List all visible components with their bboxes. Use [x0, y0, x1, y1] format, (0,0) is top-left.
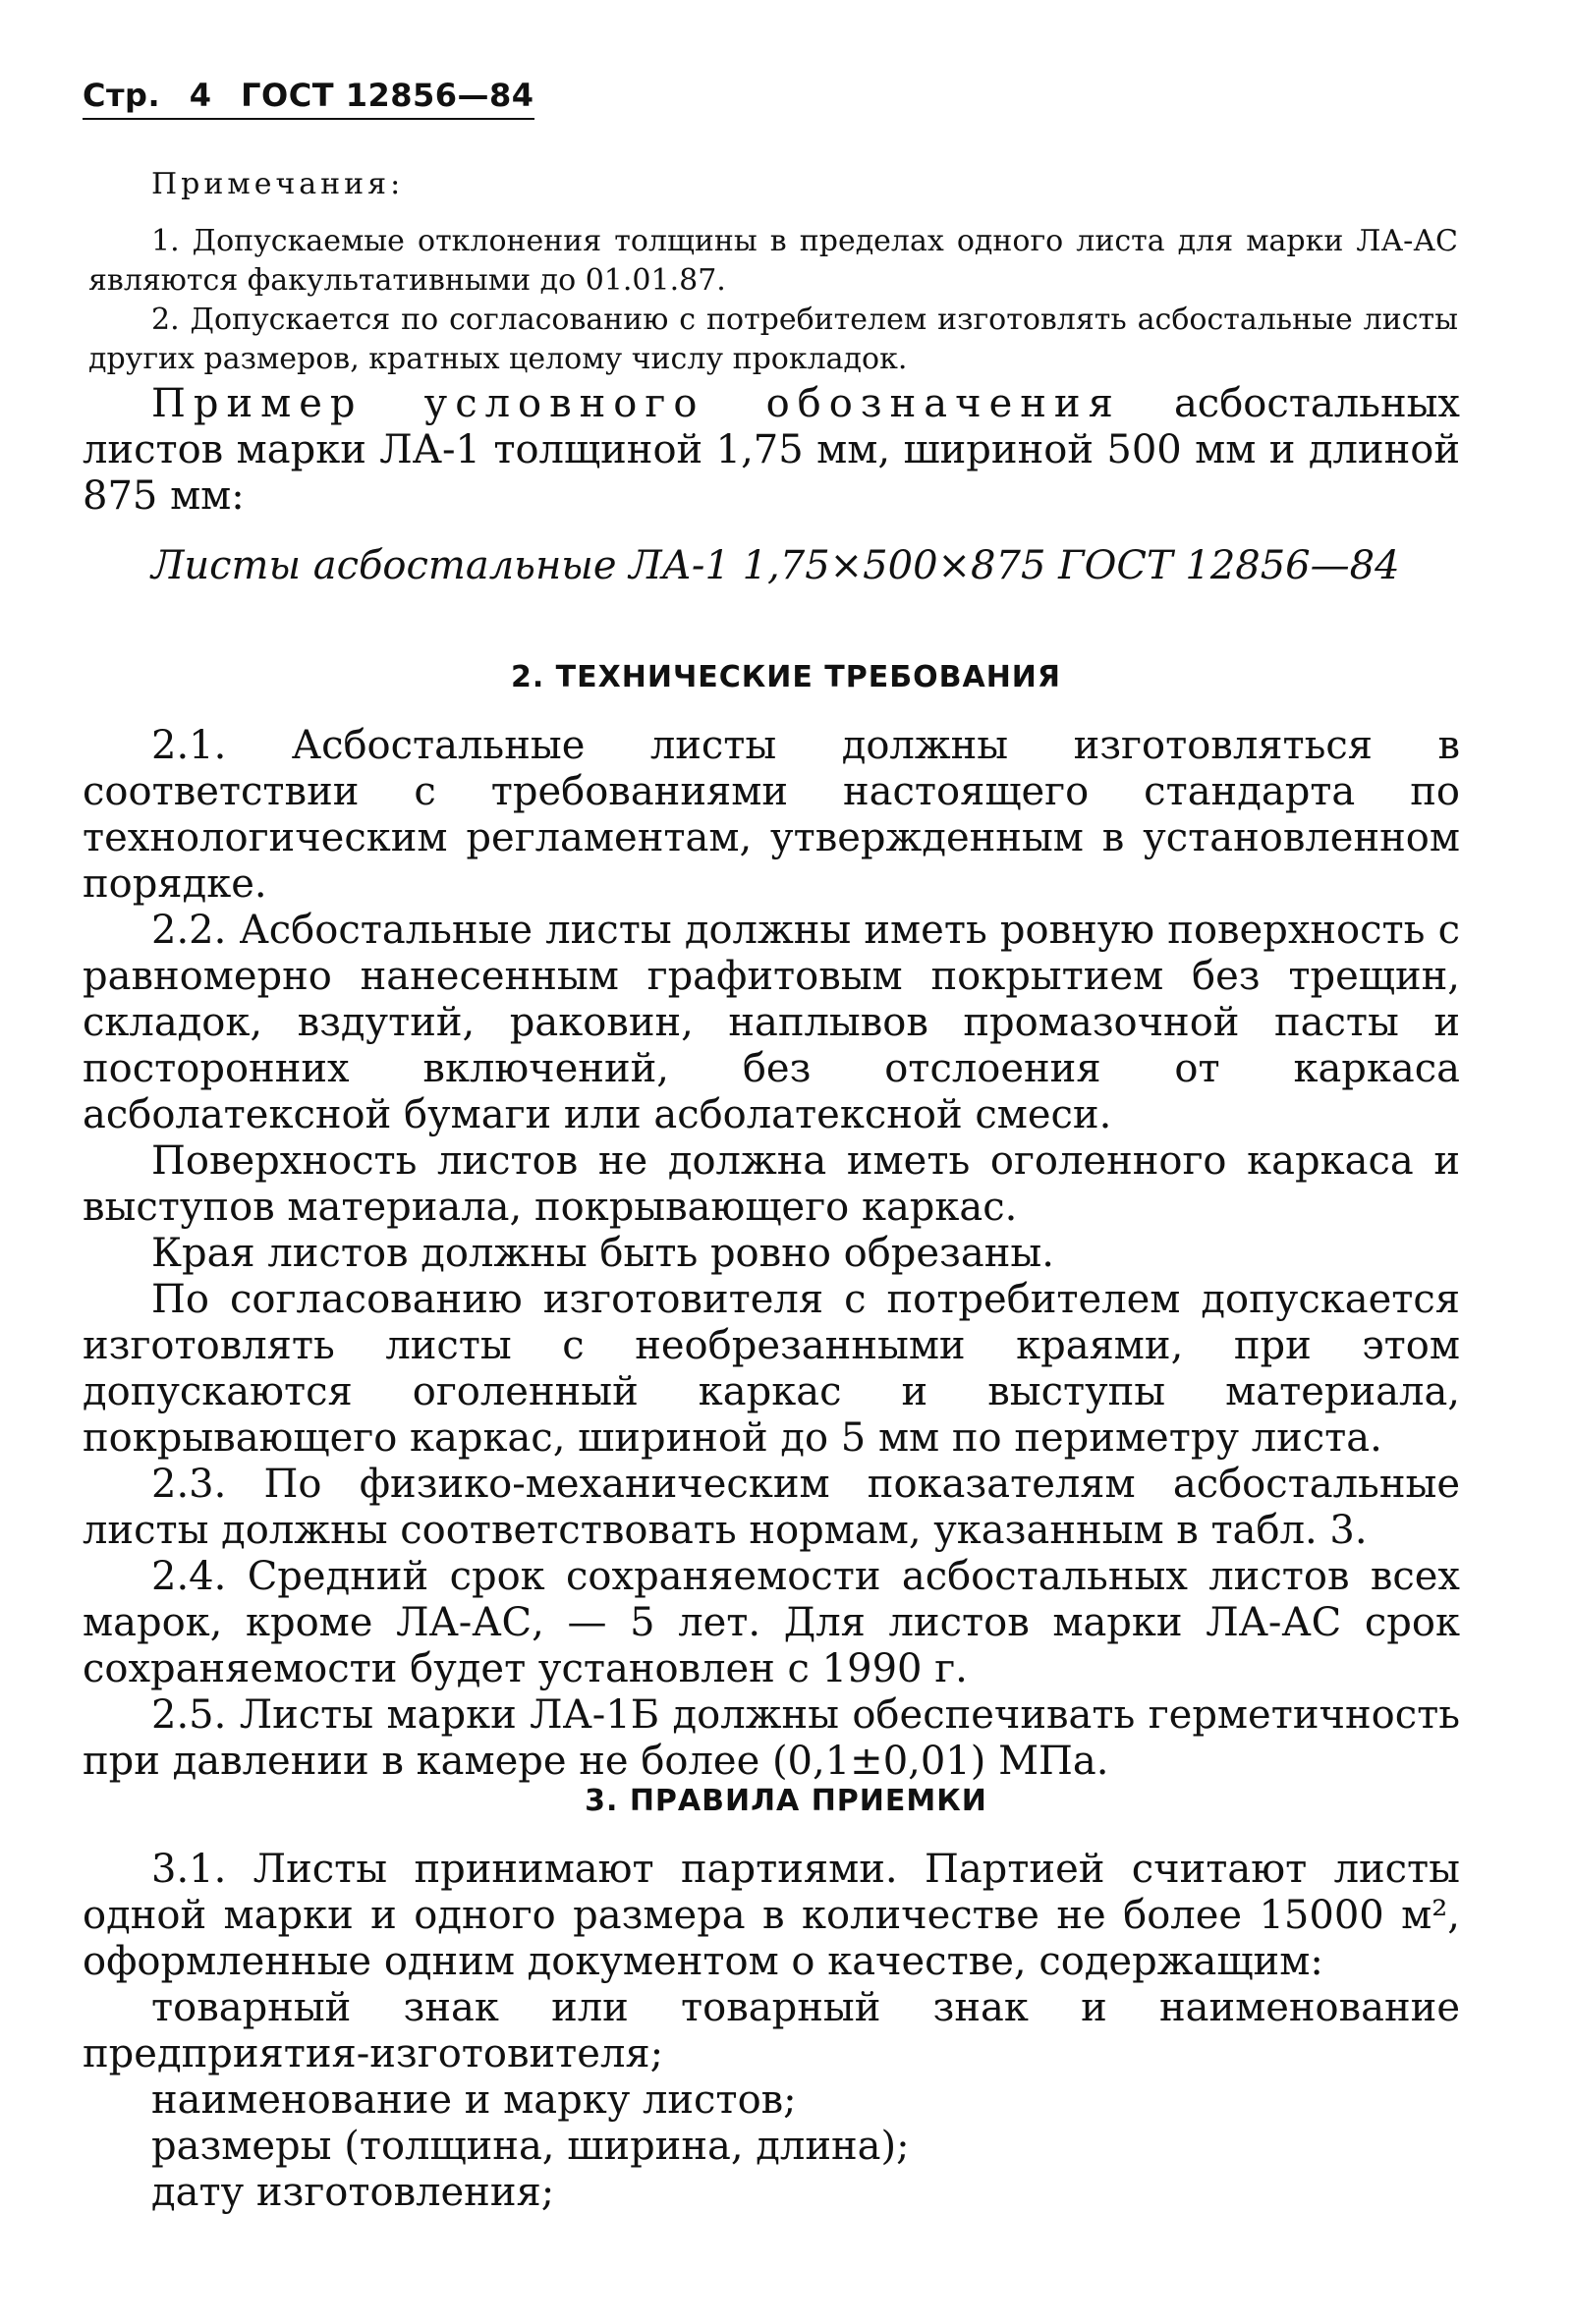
section-2-body — [83, 723, 1460, 1785]
notes-title: Примечания: — [151, 167, 405, 201]
example-lead: Пример условного обозначения — [151, 381, 1121, 426]
paragraph-2-4: 2.4. Средний срок сохраняемости асбостальных листов всех марок, кроме ЛА-АС, — 5 лет. Для листов марки ЛА-АС срок сохраняемости будет установлен с 1990 г. — [83, 1554, 1460, 1691]
paragraph-2-3: 2.3. По физико-механическим показателям асбостальные листы должны соответствовать нормам, указанным в табл. 3. — [83, 1462, 1460, 1553]
section-3-body — [83, 1847, 1460, 2216]
list-item: размеры (толщина, ширина, длина); — [151, 2124, 910, 2169]
page-header — [83, 77, 534, 120]
list-item: дату изготовления; — [151, 2170, 555, 2215]
paragraph-edges: Края листов должны быть ровно обрезаны. — [151, 1231, 1054, 1276]
paragraph-surface: Поверхность листов не должна иметь оголенного каркаса и выступов материала, покрывающего каркас. — [83, 1138, 1460, 1230]
example-intro — [83, 381, 1460, 520]
list-item: наименование и марку листов; — [151, 2077, 797, 2123]
section-3-title: 3. ПРАВИЛА ПРИЕМКИ — [585, 1784, 987, 1818]
paragraph-2-2: 2.2. Асбостальные листы должны иметь ровную поверхность с равномерно нанесенным графитовым покрытием без трещин, складок, вздутий, раковин, наплывов промазочной пасты и посторонних включений, без отслоения от каркаса асболатексной бумаги или асболатексной смеси. — [83, 908, 1460, 1137]
paragraph-2-1: 2.1. Асбостальные листы должны изготовляться в соответствии с требованиями настоящего стандарта по технологическим регламентам, утвержденным в установленном порядке. — [83, 723, 1460, 907]
paragraph-2-5: 2.5. Листы марки ЛА-1Б должны обеспечивать герметичность при давлении в камере не более (0,1±0,01) МПа. — [83, 1692, 1460, 1784]
section-2-title: 2. ТЕХНИЧЕСКИЕ ТРЕБОВАНИЯ — [510, 660, 1062, 694]
example-designation: Листы асбостальные ЛА-1 1,75×500×875 ГОСТ 12856—84 — [151, 543, 1400, 588]
note-item: 2. Допускается по согласованию с потребителем изготовлять асбостальные листы других размеров, кратных целому числу прокладок. — [88, 303, 1458, 376]
page-label: Стр. — [83, 77, 161, 114]
paragraph-uncut-edges: По согласованию изготовителя с потребителем допускается изготовлять листы с необрезанными краями, при этом допускаются оголенный каркас и выступы материала, покрывающего каркас, шириной до 5 мм по периметру листа. — [83, 1277, 1460, 1461]
example-rest: асбостальных листов марки ЛА-1 толщиной 1,75 мм, шириной 500 мм и длиной 875 мм: — [83, 381, 1460, 519]
standard-number: ГОСТ 12856—84 — [241, 77, 534, 114]
example-block — [83, 381, 1460, 589]
notes-block — [88, 165, 1458, 379]
page-number: 4 — [189, 77, 212, 114]
note-item: 1. Допускаемые отклонения толщины в пределах одного листа для марки ЛА-АС являются факультативными до 01.01.87. — [88, 224, 1458, 298]
list-item: товарный знак или товарный знак и наименование предприятия-изготовителя; — [83, 1985, 1460, 2076]
paragraph-3-1: 3.1. Листы принимают партиями. Партией считают листы одной марки и одного размера в количестве не более 15000 м², оформленные одним документом о качестве, содержащим: — [83, 1847, 1460, 1984]
